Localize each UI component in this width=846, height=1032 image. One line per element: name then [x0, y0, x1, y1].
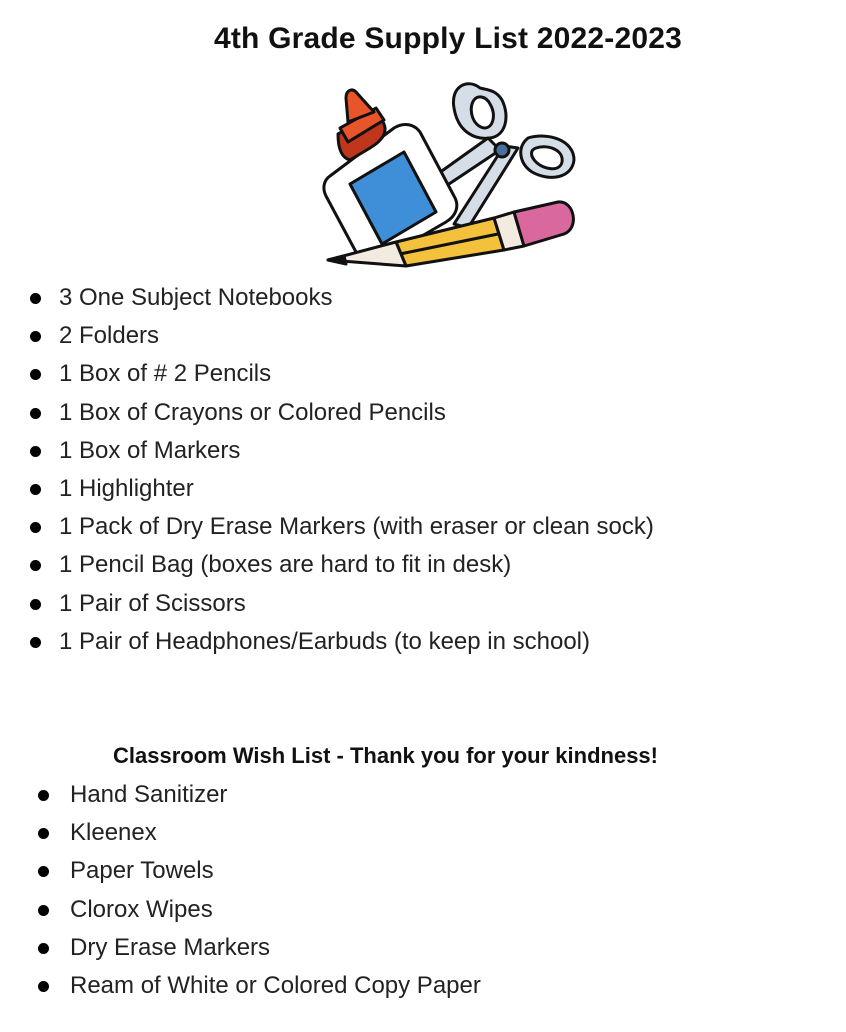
list-item: Kleenex: [38, 814, 481, 852]
school-supplies-clipart: [318, 78, 590, 270]
bullet-icon: [30, 446, 41, 457]
bullet-icon: [30, 560, 41, 571]
list-item: 1 Pair of Scissors: [30, 585, 654, 623]
list-item: 2 Folders: [30, 317, 654, 355]
list-item: 1 Pair of Headphones/Earbuds (to keep in school): [30, 623, 654, 661]
bullet-icon: [30, 369, 41, 380]
list-item: 1 Box of # 2 Pencils: [30, 355, 654, 393]
list-item: 1 Pack of Dry Erase Markers (with eraser or clean sock): [30, 508, 654, 546]
bullet-icon: [30, 599, 41, 610]
list-item: Paper Towels: [38, 852, 481, 890]
bullet-icon: [38, 790, 49, 801]
list-item: 1 Box of Crayons or Colored Pencils: [30, 394, 654, 432]
page-title: 4th Grade Supply List 2022-2023: [213, 22, 683, 55]
list-item: 1 Pencil Bag (boxes are hard to fit in desk): [30, 546, 654, 584]
list-item: 3 One Subject Notebooks: [30, 279, 654, 317]
bullet-icon: [30, 293, 41, 304]
list-item: 1 Highlighter: [30, 470, 654, 508]
bullet-icon: [38, 828, 49, 839]
list-item: Hand Sanitizer: [38, 776, 481, 814]
wish-list-heading: Classroom Wish List - Thank you for your kindness!: [113, 743, 658, 768]
wish-list: [38, 776, 481, 1005]
list-item: Clorox Wipes: [38, 891, 481, 929]
bullet-icon: [38, 943, 49, 954]
bullet-icon: [30, 408, 41, 419]
list-item: 1 Box of Markers: [30, 432, 654, 470]
bullet-icon: [30, 331, 41, 342]
bullet-icon: [30, 484, 41, 495]
bullet-icon: [38, 905, 49, 916]
supply-list: [30, 279, 654, 661]
bullet-icon: [30, 637, 41, 648]
list-item: Ream of White or Colored Copy Paper: [38, 967, 481, 1005]
bullet-icon: [38, 866, 49, 877]
bullet-icon: [38, 981, 49, 992]
list-item: Dry Erase Markers: [38, 929, 481, 967]
bullet-icon: [30, 522, 41, 533]
